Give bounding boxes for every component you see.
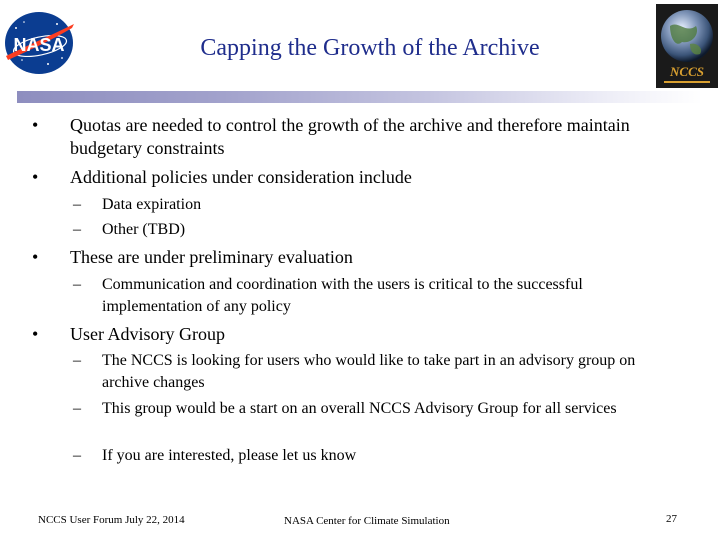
sub-bullet-text: The NCCS is looking for users who would like to take part in an advisory group on archive changes <box>102 352 636 391</box>
sub-bullet-marker: – <box>73 196 81 213</box>
sub-bullet-text: Communication and coordination with the users is critical to the successful implementation of any policy <box>102 276 583 315</box>
bullet-text: These are under preliminary evaluation <box>70 247 353 267</box>
bullet-marker: • <box>32 324 39 344</box>
bullet-item <box>32 246 670 269</box>
sub-bullet-marker: – <box>73 276 81 293</box>
sub-bullet-item <box>73 398 662 420</box>
bullet-item <box>32 166 670 189</box>
sub-bullet-text: Other (TBD) <box>102 221 186 238</box>
sub-bullet-marker: – <box>73 352 81 369</box>
sub-bullet-marker: – <box>73 221 81 238</box>
bullet-item <box>32 114 670 160</box>
bullet-text: User Advisory Group <box>70 324 225 344</box>
page-number: 27 <box>666 513 677 525</box>
sub-bullet-text: This group would be a start on an overall NCCS Advisory Group for all services <box>102 400 617 417</box>
sub-bullet-marker: – <box>73 447 81 464</box>
sub-bullet-marker: – <box>73 400 81 417</box>
footer-organization: NASA Center for Climate Simulation <box>284 515 450 527</box>
nccs-logo <box>656 4 718 88</box>
sub-bullet-item <box>73 194 662 216</box>
bullet-text: Additional policies under consideration include <box>70 167 412 187</box>
bullet-item <box>32 323 670 346</box>
sub-bullet-item <box>73 219 662 241</box>
bullet-marker: • <box>32 167 39 187</box>
sub-bullet-item <box>73 350 662 394</box>
slide-title: Capping the Growth of the Archive <box>200 35 540 61</box>
footer-event: NCCS User Forum July 22, 2014 <box>38 514 185 526</box>
sub-bullet-text: Data expiration <box>102 196 202 213</box>
bullet-marker: • <box>32 247 39 267</box>
nasa-wordmark: NASA <box>13 35 65 55</box>
bullet-marker: • <box>32 115 39 135</box>
nasa-logo <box>2 10 76 76</box>
sub-bullet-item <box>73 274 662 318</box>
title-divider-bar <box>17 91 702 103</box>
sub-bullet-item <box>73 445 662 467</box>
sub-bullet-text: If you are interested, please let us know <box>102 447 357 464</box>
nccs-wordmark: NCCS <box>670 64 704 79</box>
bullet-text: Quotas are needed to control the growth of the archive and therefore maintain budgetary constraints <box>70 115 630 158</box>
